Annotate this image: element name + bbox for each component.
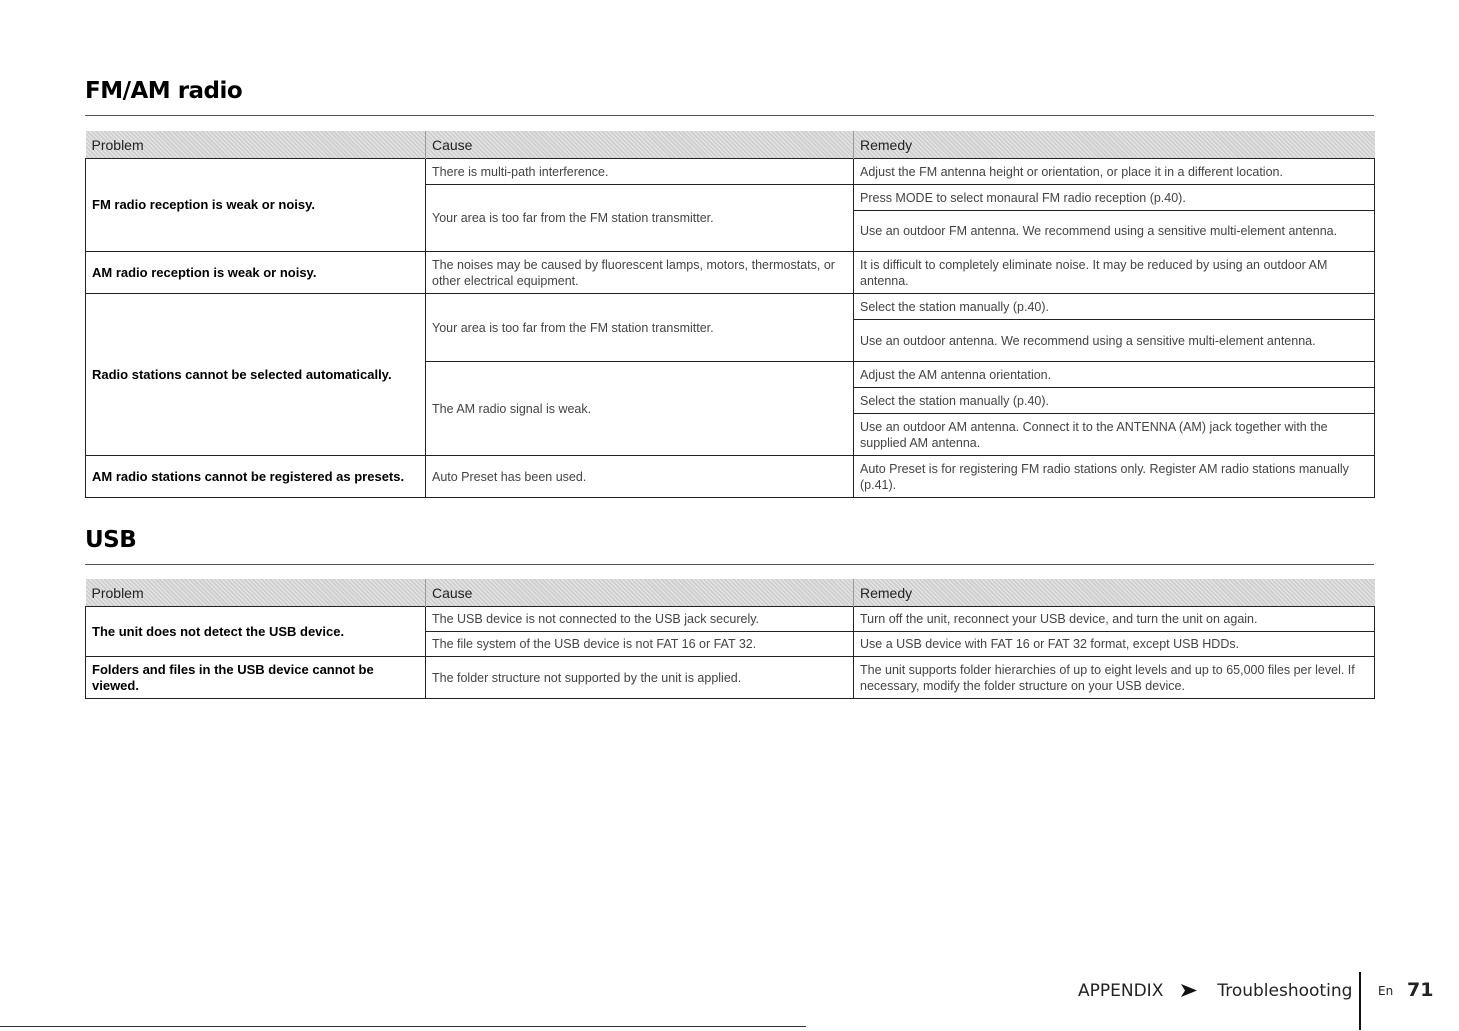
footer-language: En	[1378, 984, 1394, 998]
header-cause: Cause	[426, 579, 854, 607]
header-cause: Cause	[426, 131, 854, 159]
cause-cell: Auto Preset has been used.	[426, 456, 854, 498]
section-rule-usb	[85, 564, 1374, 565]
problem-cell: Folders and files in the USB device cannot be viewed.	[86, 657, 426, 699]
section-title-fmam: FM/AM radio	[85, 78, 243, 104]
remedy-cell: Use an outdoor FM antenna. We recommend using a sensitive multi-element antenna.	[854, 211, 1375, 252]
header-remedy: Remedy	[854, 131, 1375, 159]
cause-cell: The folder structure not supported by the unit is applied.	[426, 657, 854, 699]
cause-cell: Your area is too far from the FM station transmitter.	[426, 294, 854, 362]
problem-cell: FM radio reception is weak or noisy.	[86, 159, 426, 252]
table-row	[86, 294, 1375, 320]
table-row	[86, 456, 1375, 498]
remedy-cell: The unit supports folder hierarchies of up to eight levels and up to 65,000 files per level. If necessary, modify the folder structure on your USB device.	[854, 657, 1375, 699]
remedy-cell: Auto Preset is for registering FM radio stations only. Register AM radio stations manually (p.41).	[854, 456, 1375, 498]
table-row	[86, 159, 1375, 185]
cause-cell: The AM radio signal is weak.	[426, 362, 854, 456]
table-header-row	[86, 579, 1375, 607]
remedy-cell: Press MODE to select monaural FM radio reception (p.40).	[854, 185, 1375, 211]
cause-cell: The USB device is not connected to the USB jack securely.	[426, 607, 854, 632]
remedy-cell: Adjust the FM antenna height or orientation, or place it in a different location.	[854, 159, 1375, 185]
header-problem: Problem	[86, 131, 426, 159]
remedy-cell: Select the station manually (p.40).	[854, 388, 1375, 414]
bottom-edge-line	[0, 1026, 806, 1027]
header-problem: Problem	[86, 579, 426, 607]
fmam-troubleshooting-table	[85, 131, 1375, 498]
remedy-cell: Adjust the AM antenna orientation.	[854, 362, 1375, 388]
cause-cell: There is multi-path interference.	[426, 159, 854, 185]
cause-cell: Your area is too far from the FM station transmitter.	[426, 185, 854, 252]
problem-cell: AM radio reception is weak or noisy.	[86, 252, 426, 294]
problem-cell: The unit does not detect the USB device.	[86, 607, 426, 657]
header-remedy: Remedy	[854, 579, 1375, 607]
table-row	[86, 607, 1375, 632]
arrowhead-right-icon	[1181, 982, 1197, 1001]
remedy-cell: Select the station manually (p.40).	[854, 294, 1375, 320]
cause-cell: The noises may be caused by fluorescent lamps, motors, thermostats, or other electrical equipment.	[426, 252, 854, 294]
footer-topic-label: Troubleshooting	[1217, 981, 1353, 1001]
problem-cell: AM radio stations cannot be registered as presets.	[86, 456, 426, 498]
remedy-cell: It is difficult to completely eliminate noise. It may be reduced by using an outdoor AM antenna.	[854, 252, 1375, 294]
footer-section-label: APPENDIX	[1078, 981, 1164, 1001]
remedy-cell: Use an outdoor antenna. We recommend using a sensitive multi-element antenna.	[854, 320, 1375, 362]
footer-divider	[1359, 972, 1361, 1030]
section-title-usb: USB	[85, 527, 137, 553]
table-row	[86, 657, 1375, 699]
page-number: 71	[1407, 979, 1434, 1001]
usb-troubleshooting-table	[85, 579, 1375, 699]
remedy-cell: Use an outdoor AM antenna. Connect it to the ANTENNA (AM) jack together with the supplied AM antenna.	[854, 414, 1375, 456]
cause-cell: The file system of the USB device is not FAT 16 or FAT 32.	[426, 632, 854, 657]
remedy-cell: Turn off the unit, reconnect your USB device, and turn the unit on again.	[854, 607, 1375, 632]
remedy-cell: Use a USB device with FAT 16 or FAT 32 format, except USB HDDs.	[854, 632, 1375, 657]
section-rule-fmam	[85, 115, 1374, 116]
page-footer	[1078, 978, 1434, 1004]
problem-cell: Radio stations cannot be selected automatically.	[86, 294, 426, 456]
table-header-row	[86, 131, 1375, 159]
table-row	[86, 252, 1375, 294]
